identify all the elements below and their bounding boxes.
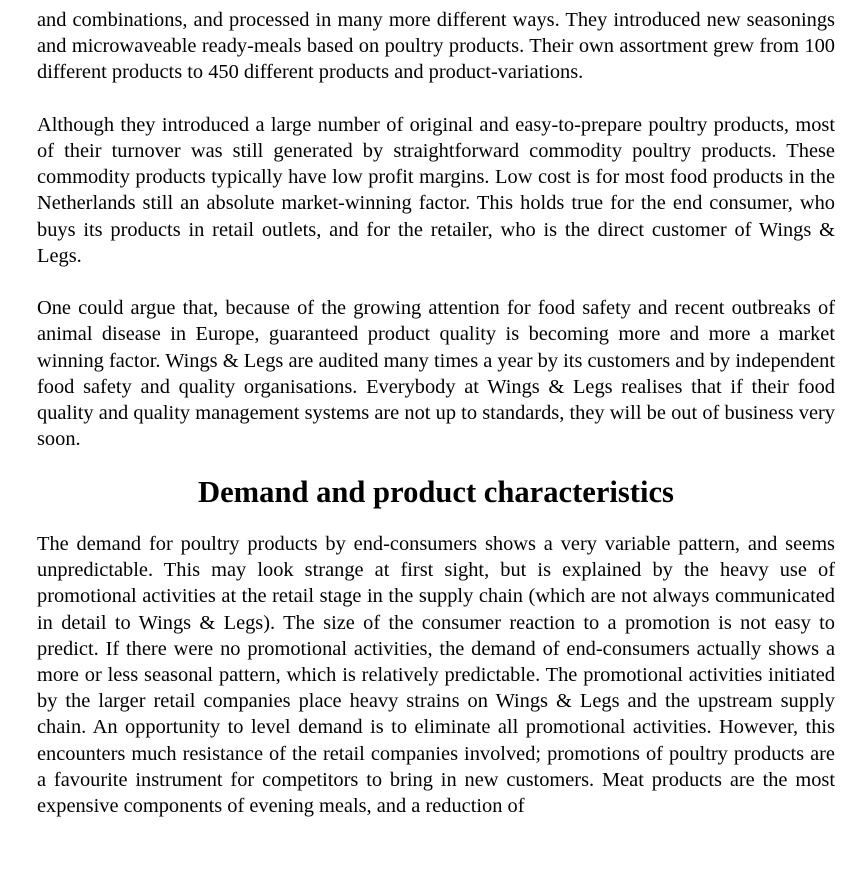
paragraph-spacer [37,86,835,112]
paragraph-spacer [37,269,835,295]
document-page [37,7,835,819]
paragraph-demand: The demand for poultry products by end-consumers shows a very variable pattern, and seems unpredictable. This may look strange at first sight, but is explained by the heavy use of promotional activities at the retail stage in the supply chain (which are not always communicated in detail to Wings & Legs). The size of the consumer reaction to a promotion is not easy to predict. If there were no promotional activities, the demand of end-consumers actually shows a more or less seasonal pattern, which is relatively predictable. The promotional activities initiated by the larger retail companies place heavy strains on Wings & Legs and the upstream supply chain. An opportunity to level demand is to eliminate all promotional activities. However, this encounters much resistance of the retail companies involved; promotions of poultry products are a favourite instrument for competitors to bring in new customers. Meat products are the most expensive components of evening meals, and a reduction of [37,533,835,818]
paragraph-spacer [37,505,835,531]
paragraph-food-safety: One could argue that, because of the growing attention for food safety and recent outbreaks of animal disease in Europe, guaranteed product quality is becoming more and more a market winning factor. Wings & Legs are audited many times a year by its customers and by independent food safety and quality organisations. Everybody at Wings & Legs realises that if their food quality and quality management systems are not up to standards, they will be out of business very soon. [37,297,835,451]
paragraph-commodity-products: Although they introduced a large number of original and easy-to-prepare poultry products, most of their turnover was still generated by straightforward commodity poultry products. These commodity products typically have low profit margins. Low cost is for most food products in the Netherlands still an absolute market-winning factor. This holds true for the end consumer, who buys its products in retail outlets, and for the retailer, who is the direct customer of Wings & Legs. [37,113,835,267]
section-heading: Demand and product characteristics [198,474,674,509]
paragraph-assortment: and combinations, and processed in many more different ways. They introduced new seasonings and microwaveable ready-meals based on poultry products. Their own assortment grew from 100 different products to 450 different products and product-variations. [37,9,835,84]
